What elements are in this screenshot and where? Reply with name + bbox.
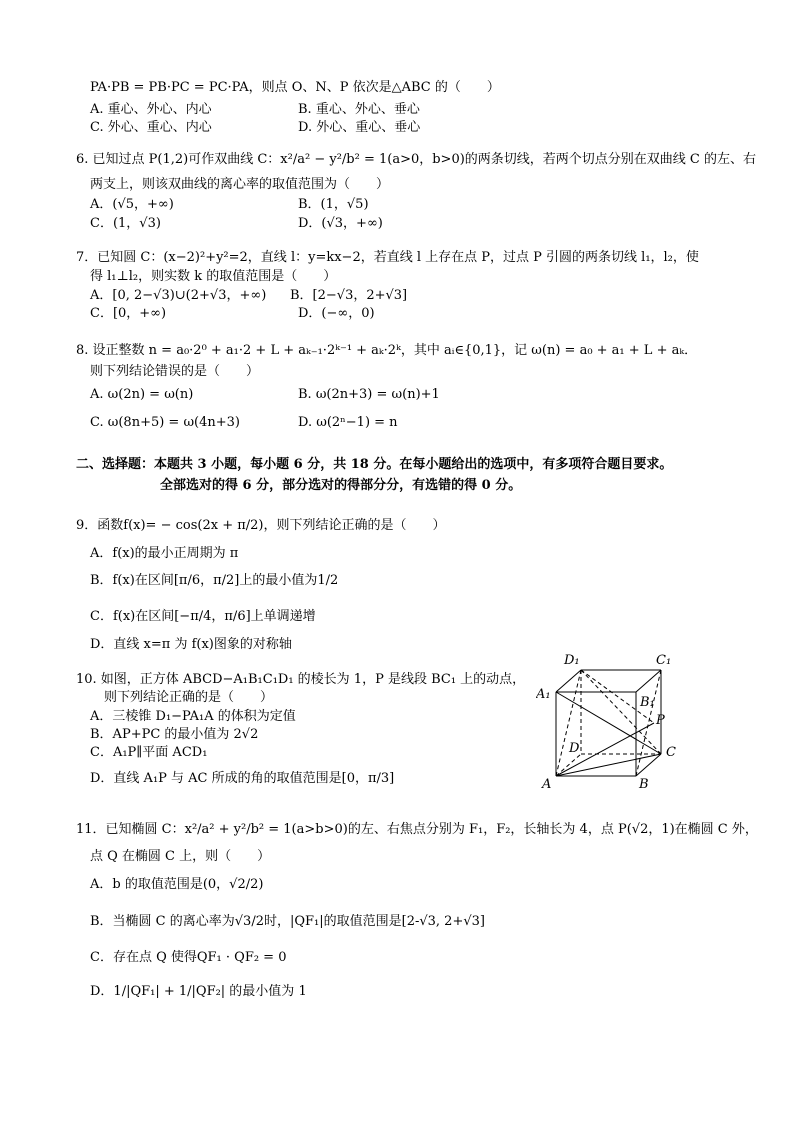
- q8-option-b: B. ω(2n+3) = ω(n)+1: [298, 387, 440, 402]
- label-a: A: [542, 777, 552, 792]
- q7-option-c: C．[0，+∞): [90, 306, 167, 321]
- q10-option-b: B．AP+PC 的最小值为 2√2: [90, 727, 259, 742]
- q6-option-d: D．(√3，+∞): [298, 216, 383, 231]
- q8-option-a: A. ω(2n) = ω(n): [90, 387, 194, 402]
- q5-option-d: D. 外心、重心、垂心: [298, 120, 421, 135]
- q5-option-b: B. 重心、外心、垂心: [298, 102, 420, 117]
- q10-option-d: D．直线 A₁P 与 AC 所成的角的取值范围是[0，π/3]: [90, 771, 395, 786]
- q8-option-c: C. ω(8n+5) = ω(4n+3): [90, 415, 241, 430]
- q8-stem-line1: 8. 设正整数 n = a₀·2⁰ + a₁·2 + L + aₖ₋₁·2ᵏ⁻¹ + aₖ·2ᵏ，其中 aᵢ∈{0,1}，记 ω(n) = a₀ + a₁ + L + aₖ．: [76, 343, 698, 358]
- q6-option-c: C．(1，√3): [90, 216, 161, 231]
- q9-stem: 9．函数f(x)= − cos(2x + π/2)，则下列结论正确的是（ ）: [76, 518, 446, 533]
- q6-option-a: A．(√5，+∞): [90, 197, 174, 212]
- label-b1: B₁: [640, 695, 655, 710]
- edge-bc: [636, 754, 661, 776]
- q6-stem-line2: 两支上，则该双曲线的离心率的取值范围为（ ）: [90, 177, 390, 192]
- q6-stem-line1: 6. 已知过点 P(1,2)可作双曲线 C：x²/a² − y²/b² = 1(a>0，b>0)的两条切线，若两个切点分别在双曲线 C 的左、右: [76, 152, 757, 167]
- q6-option-b: B．(1，√5): [298, 197, 369, 212]
- label-c1: C₁: [656, 653, 672, 668]
- q9-option-b: B．f(x)在区间[π/6，π/2]上的最小值为1/2: [90, 573, 339, 588]
- label-d: D: [569, 741, 580, 756]
- q7-stem-line1: 7．已知圆 C：(x−2)²+y²=2，直线 l：y=kx−2，若直线 l 上存在点 P，过点 P 引圆的两条切线 l₁，l₂，使: [76, 250, 699, 265]
- q11-stem-line1: 11．已知椭圆 C：x²/a² + y²/b² = 1(a>b>0)的左、右焦点分别为 F₁，F₂，长轴长为 4，点 P(√2，1)在椭圆 C 外，: [76, 822, 758, 837]
- q11-option-b: B．当椭圆 C 的离心率为√3/2时，|QF₁|的取值范围是[2-√3, 2+√3]: [90, 914, 485, 929]
- q11-option-c: C．存在点 Q 使得QF₁ · QF₂ = 0: [90, 950, 287, 965]
- q7-option-d: D．(−∞，0): [298, 306, 375, 321]
- segment-ad1-hidden: [556, 670, 581, 776]
- segment-ac: [556, 754, 661, 776]
- q5-option-c: C. 外心、重心、内心: [90, 120, 212, 135]
- section2-heading-line2: 全部选对的得 6 分，部分选对的得部分分，有选错的得 0 分。: [160, 478, 522, 493]
- q11-stem-line2: 点 Q 在椭圆 C 上，则（ ）: [90, 849, 271, 864]
- label-d1: D₁: [564, 653, 580, 668]
- q8-option-d: D. ω(2ⁿ−1) = n: [298, 415, 398, 430]
- edge-a1d1: [556, 670, 581, 692]
- q9-option-a: A．f(x)的最小正周期为 π: [90, 546, 239, 561]
- edge-b1c1: [636, 670, 661, 692]
- label-b: B: [639, 777, 649, 792]
- cube-figure: [536, 652, 696, 794]
- q11-option-a: A．b 的取值范围是(0，√2/2): [90, 877, 264, 892]
- q11-option-d: D．1/|QF₁| + 1/|QF₂| 的最小值为 1: [90, 984, 307, 999]
- q8-stem-line2: 则下列结论错误的是（ ）: [90, 364, 260, 379]
- q10-option-c: C．A₁P∥平面 ACD₁: [90, 745, 208, 760]
- q7-stem-line2: 得 l₁⊥l₂，则实数 k 的取值范围是（ ）: [90, 269, 337, 284]
- q9-option-d: D．直线 x=π 为 f(x)图象的对称轴: [90, 637, 292, 652]
- q10-stem-line1: 10. 如图，正方体 ABCD−A₁B₁C₁D₁ 的棱长为 1，P 是线段 BC₁ 上的动点，: [76, 672, 526, 687]
- q7-option-b: B．[2−√3，2+√3]: [290, 288, 408, 303]
- q10-option-a: A．三棱锥 D₁−PA₁A 的体积为定值: [90, 709, 296, 724]
- label-a1: A₁: [536, 687, 551, 702]
- q7-option-a: A．[0, 2−√3)∪(2+√3，+∞): [90, 288, 267, 303]
- section2-heading-line1: 二、选择题：本题共 3 小题，每小题 6 分，共 18 分。在每小题给出的选项中，有多项符合题目要求。: [76, 457, 673, 472]
- q5-option-a: A. 重心、外心、内心: [90, 102, 212, 117]
- q9-option-c: C．f(x)在区间[−π/4，π/6]上单调递增: [90, 609, 316, 624]
- label-c: C: [666, 745, 676, 760]
- label-p: P: [656, 713, 665, 728]
- q10-stem-line2: 则下列结论正确的是（ ）: [104, 690, 274, 705]
- q5-stem-tail: PA·PB = PB·PC = PC·PA，则点 O、N、P 依次是△ABC 的（ ）: [90, 80, 500, 95]
